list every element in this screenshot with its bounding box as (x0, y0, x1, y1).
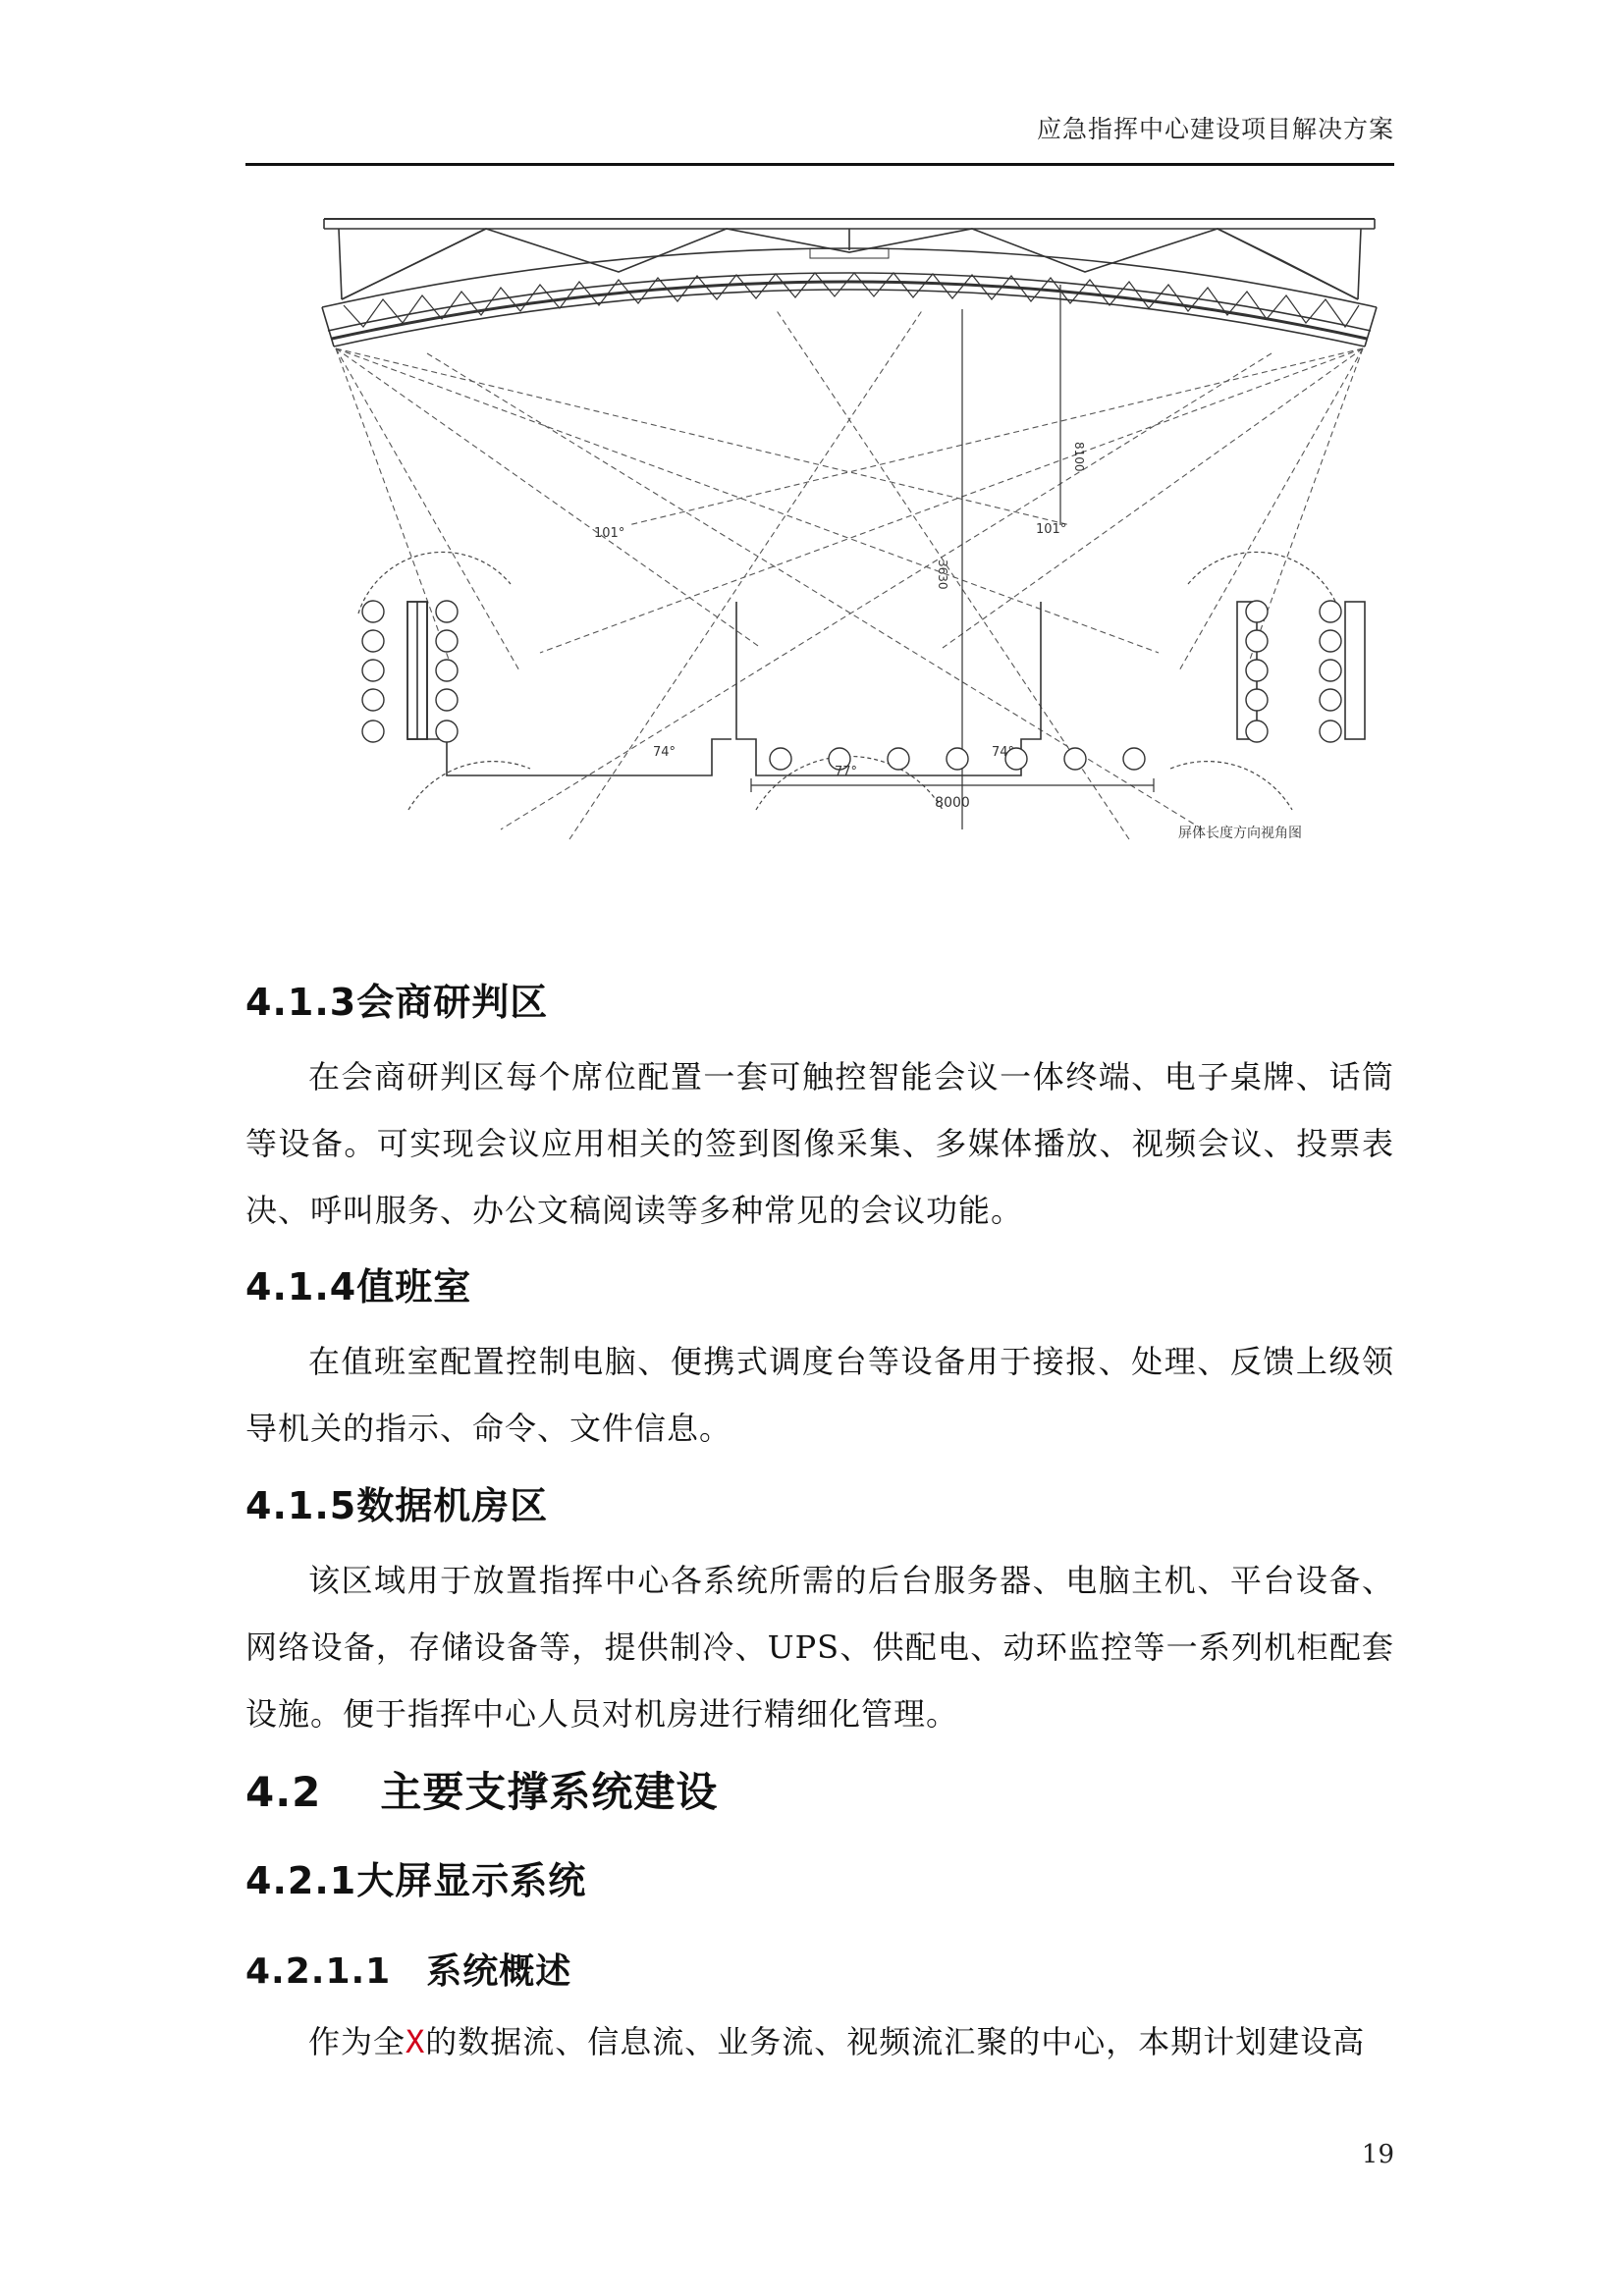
heading-4-1-4 (245, 1256, 471, 1310)
heading-title: 会商研判区 (356, 981, 549, 1024)
paragraph-4-1-3: 在会商研判区每个席位配置一套可触控智能会议一体终端、电子桌牌、话筒等设备。可实现会议应用相关的签到图像采集、多媒体播放、视频会议、投票表决、呼叫服务、办公文稿阅读等多种常见的会议功能。 (245, 1058, 1394, 1229)
heading-title: 系统概述 (426, 1951, 572, 1992)
angle-label-left-top: 101° (594, 526, 625, 541)
running-header: 应急指挥中心建设项目解决方案 (1036, 115, 1394, 143)
angle-label-left-bottom: 74° (653, 745, 677, 760)
heading-4-1-3 (245, 972, 548, 1026)
angle-label-right-top: 101° (1036, 522, 1067, 537)
paragraph-4-1-5: 该区域用于放置指挥中心各系统所需的后台服务器、电脑主机、平台设备、网络设备，存储设备等，提供制冷、UPS、供配电、动环监控等一系列机柜配套设施。便于指挥中心人员对机房进行精细化管理。 (245, 1562, 1394, 1733)
heading-number: 4.1.4 (245, 1265, 357, 1308)
screen-viewing-angle-diagram (314, 201, 1394, 888)
heading-number: 4.2.1.1 (245, 1951, 392, 1992)
angle-label-right-bottom: 74° (992, 745, 1015, 760)
dim-label-width: 8000 (935, 795, 970, 811)
heading-4-2-1-1 (245, 1944, 571, 1994)
page-number: 19 (1361, 2140, 1394, 2169)
heading-title: 主要支撑系统建设 (380, 1768, 719, 1816)
angle-label-center-bottom: 77° (835, 765, 858, 779)
paragraph-4-2-1-1 (245, 2008, 1394, 2075)
heading-4-2 (245, 1760, 718, 1819)
heading-4-1-5 (245, 1475, 548, 1529)
paragraph-4-1-4: 在值班室配置控制电脑、便携式调度台等设备用于接报、处理、反馈上级领导机关的指示、命令、文件信息。 (245, 1343, 1394, 1447)
heading-title: 数据机房区 (356, 1484, 549, 1527)
heading-title: 值班室 (356, 1265, 472, 1308)
heading-number: 4.1.3 (245, 981, 357, 1024)
text-run: 作为全 (308, 2023, 406, 2060)
placeholder-mark: X (406, 2023, 426, 2060)
figure-caption: 屏体长度方向视角图 (1178, 826, 1302, 841)
heading-title: 大屏显示系统 (356, 1859, 587, 1902)
dim-label-vertical-2: 8100 (1072, 442, 1086, 472)
heading-number: 4.2.1 (245, 1859, 357, 1902)
heading-4-2-1 (245, 1850, 586, 1904)
dim-label-vertical-1: 3630 (936, 560, 949, 590)
text-run: 的数据流、信息流、业务流、视频流汇聚的中心，本期计划建设高 (425, 2023, 1366, 2060)
header-rule (245, 163, 1394, 166)
heading-number: 4.1.5 (245, 1484, 357, 1527)
heading-number: 4.2 (245, 1768, 322, 1816)
